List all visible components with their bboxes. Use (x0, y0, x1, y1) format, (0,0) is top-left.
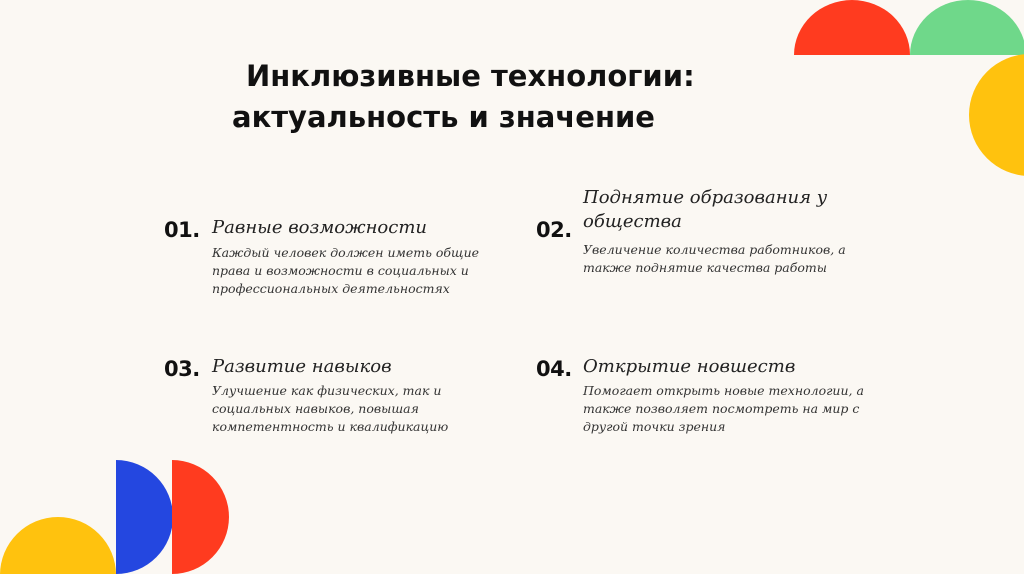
item-description: Каждый человек должен иметь общие права и возможности в социальных и профессиональных деятельностях (212, 245, 480, 296)
yellow-circle-shape (969, 54, 1024, 176)
item-number: 01. (164, 218, 200, 242)
item-number: 02. (536, 218, 572, 242)
item-heading: Равные возможности (212, 217, 427, 238)
red-half-circle-shape (794, 0, 910, 55)
item-heading: Открытие новшеств (583, 356, 796, 377)
green-half-circle-shape (910, 0, 1024, 55)
item-heading: Развитие навыков (212, 356, 392, 377)
yellow-circle-shape (0, 517, 116, 574)
slide-title-line-2: актуальность и значение (232, 100, 655, 134)
item-number: 04. (536, 357, 572, 381)
item-heading: Поднятие образования у общества (583, 187, 828, 232)
item-description: Помогает открыть новые технологии, а также позволяет посмотреть на мир с другой точки зрения (583, 383, 864, 434)
item-description: Улучшение как физических, так и социальных навыков, повышая компетентность и квалификацию (212, 383, 449, 434)
slide-title (232, 56, 695, 138)
red-half-circle-shape (172, 460, 229, 574)
item-description: Увеличение количества работников, а также поднятие качества работы (583, 242, 846, 275)
item-number: 03. (164, 357, 200, 381)
slide-title-line-1: Инклюзивные технологии: (246, 59, 695, 93)
decor-bottom-left (0, 455, 240, 574)
blue-half-circle-shape (116, 460, 173, 574)
